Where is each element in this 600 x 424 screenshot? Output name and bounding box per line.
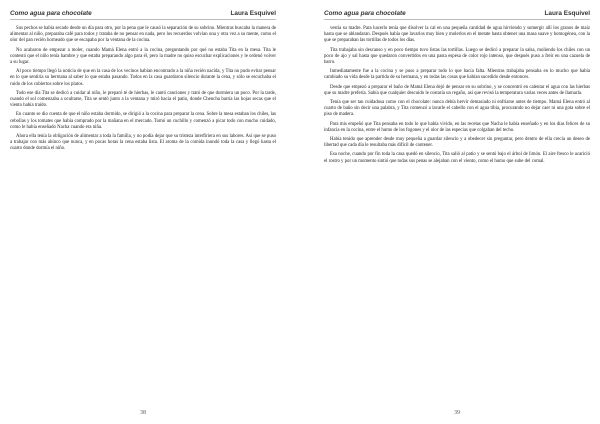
page-body [324, 26, 590, 165]
paragraph: Ahora ella tenía la obligación de alimentar a toda la familia, y no podía dejar que su tristeza interfiriera en sus labores. Así que se puso a trabajar con más ahínco que nunca, y en pocas horas la cena estaba lista. El aroma de la comida inundó toda la casa y llegó hasta el cuarto donde dormía el niño. [10, 134, 276, 152]
paragraph: vestía su madre. Para hacerlo tenía que disolver la cal en una pequeña cantidad de agua hirviendo y sumergir allí los granos de maíz hasta que se ablandaran. Después había que lavarlos muy bien y molerlos en el metate hasta obtener una masa suave y homogénea, con la que se preparaban las tortillas de todos los días. [324, 26, 590, 44]
header-title: Como agua para chocolate [10, 10, 92, 17]
header-author: Laura Esquivel [544, 10, 590, 17]
gutter [298, 0, 302, 424]
paragraph: En cuanto se dio cuenta de que el niño estaba dormido, se dirigió a la cocina para preparar la cena. Sobre la mesa estaban los chiles, las cebollas y los tomates que había comprado por la mañana en el mercado. Tomó un cuchillo y comenzó a picar todo con mucho cuidado, como le había enseñado Nacha cuando era niña. [10, 112, 276, 130]
paragraph: No acabaron de empezar a moler, cuando Mamá Elena entró a la cocina, preguntando por qué no estaba Tita en la mesa. Tita le contestó que el niño tenía hambre y que estaba preparando algo para él, pero la madre no quiso escuchar explicaciones y le ordenó volver a su lugar. [10, 47, 276, 66]
paragraph: Había tenido que aprender desde muy pequeña a guardar silencio y a obedecer sin preguntar, pero dentro de ella crecía un deseo de libertad que cada día le resultaba más difícil de contener. [324, 137, 590, 149]
page-number: 38 [140, 410, 146, 416]
paragraph: Inmediatamente fue a la cocina y se puso a preparar todo lo que hacía falta. Mientras trabajaba pensaba en lo mucho que había cambiado su vida desde la partida de su hermana, y en todas las cosas que habían sucedido desde entonces. [324, 69, 590, 81]
right-page [314, 0, 600, 424]
paragraph: Para mis empeñó que Tita pensaba en todo lo que había vivido, en las recetas que Nacha le había enseñado y en los días felices de su infancia en la cocina, entre el humo de los fogones y el olor de las especias que colgaban del techo. [324, 121, 590, 133]
page-header [10, 10, 276, 20]
page-body [10, 26, 276, 153]
paragraph: Esa noche, cuando por fin toda la casa quedó en silencio, Tita salió al patio y se sentó bajo el árbol de limón. El aire fresco le acarició el rostro y por un momento sintió que todas sus penas se alejaban con el viento, como el humo que sube del comal. [324, 152, 590, 164]
paragraph: Tita trabajaba sin descanso y en poco tiempo tuvo listas las tortillas. Luego se dedicó a preparar la salsa, moliendo los chiles con un poco de ajo y sal hasta que quedaron convertidos en una pasta espesa de color rojo intenso, que después puso a freír en una cazuela de barro. [324, 47, 590, 66]
paragraph: Desde que empezó a preparar el baño de Mamá Elena dejó de pensar en su sobrino, y se concentró en calentar el agua con las hierbas que su madre prefería. Sabía que cualquier descuido le costaría un regaño, así que revisó la temperatura varias veces antes de llamarla. [324, 84, 590, 96]
page-header [324, 10, 590, 20]
header-author: Laura Esquivel [230, 10, 276, 17]
page-number: 39 [454, 410, 460, 416]
paragraph: Tenía que ser tan cuidadosa como con el chocolate: nunca debía hervir demasiado ni enfriarse antes de tiempo. Mamá Elena entró al cuarto de baño sin decir una palabra, y Tita comenzó a lavarle el cabello con el agua tibia, procurando no dejar caer ni una gota sobre el piso de madera. [324, 100, 590, 118]
left-page [0, 0, 286, 424]
header-title: Como agua para chocolate [324, 10, 406, 17]
paragraph: Al poco tiempo llegó la noticia de que en la casa de los vecinos habían encontrado a la niña recién nacida, y Tita no pudo evitar pensar en lo que sentiría su hermana al saber lo que estaba pasando. Todos en la casa guardaron silencio durante la cena, y sólo se escuchaba el ruido de los cubiertos sobre los platos. [10, 69, 276, 87]
paragraph: Todo ese día Tita se dedicó a cuidar al niño, le preparó té de hierbas, le cantó canciones y trató de que durmiera un poco. Por la tarde, cuando el sol comenzaba a ocultarse, Tita se sentó junto a la ventana y miró hacia el patio, donde Chencha barría las hojas secas que el viento había traído. [10, 90, 276, 109]
paragraph: Sus pechos se había secado desde un día para otro, por la pena que le causó la separación de su sobrino. Mientras buscaba la manera de alimentar al niño, preparaba café para todos y trataba de no pensar en nada, pero los recuerdos volvían una y otra vez a su mente, como el olor del pan recién horneado que se escapaba por la ventana de la cocina. [10, 26, 276, 44]
